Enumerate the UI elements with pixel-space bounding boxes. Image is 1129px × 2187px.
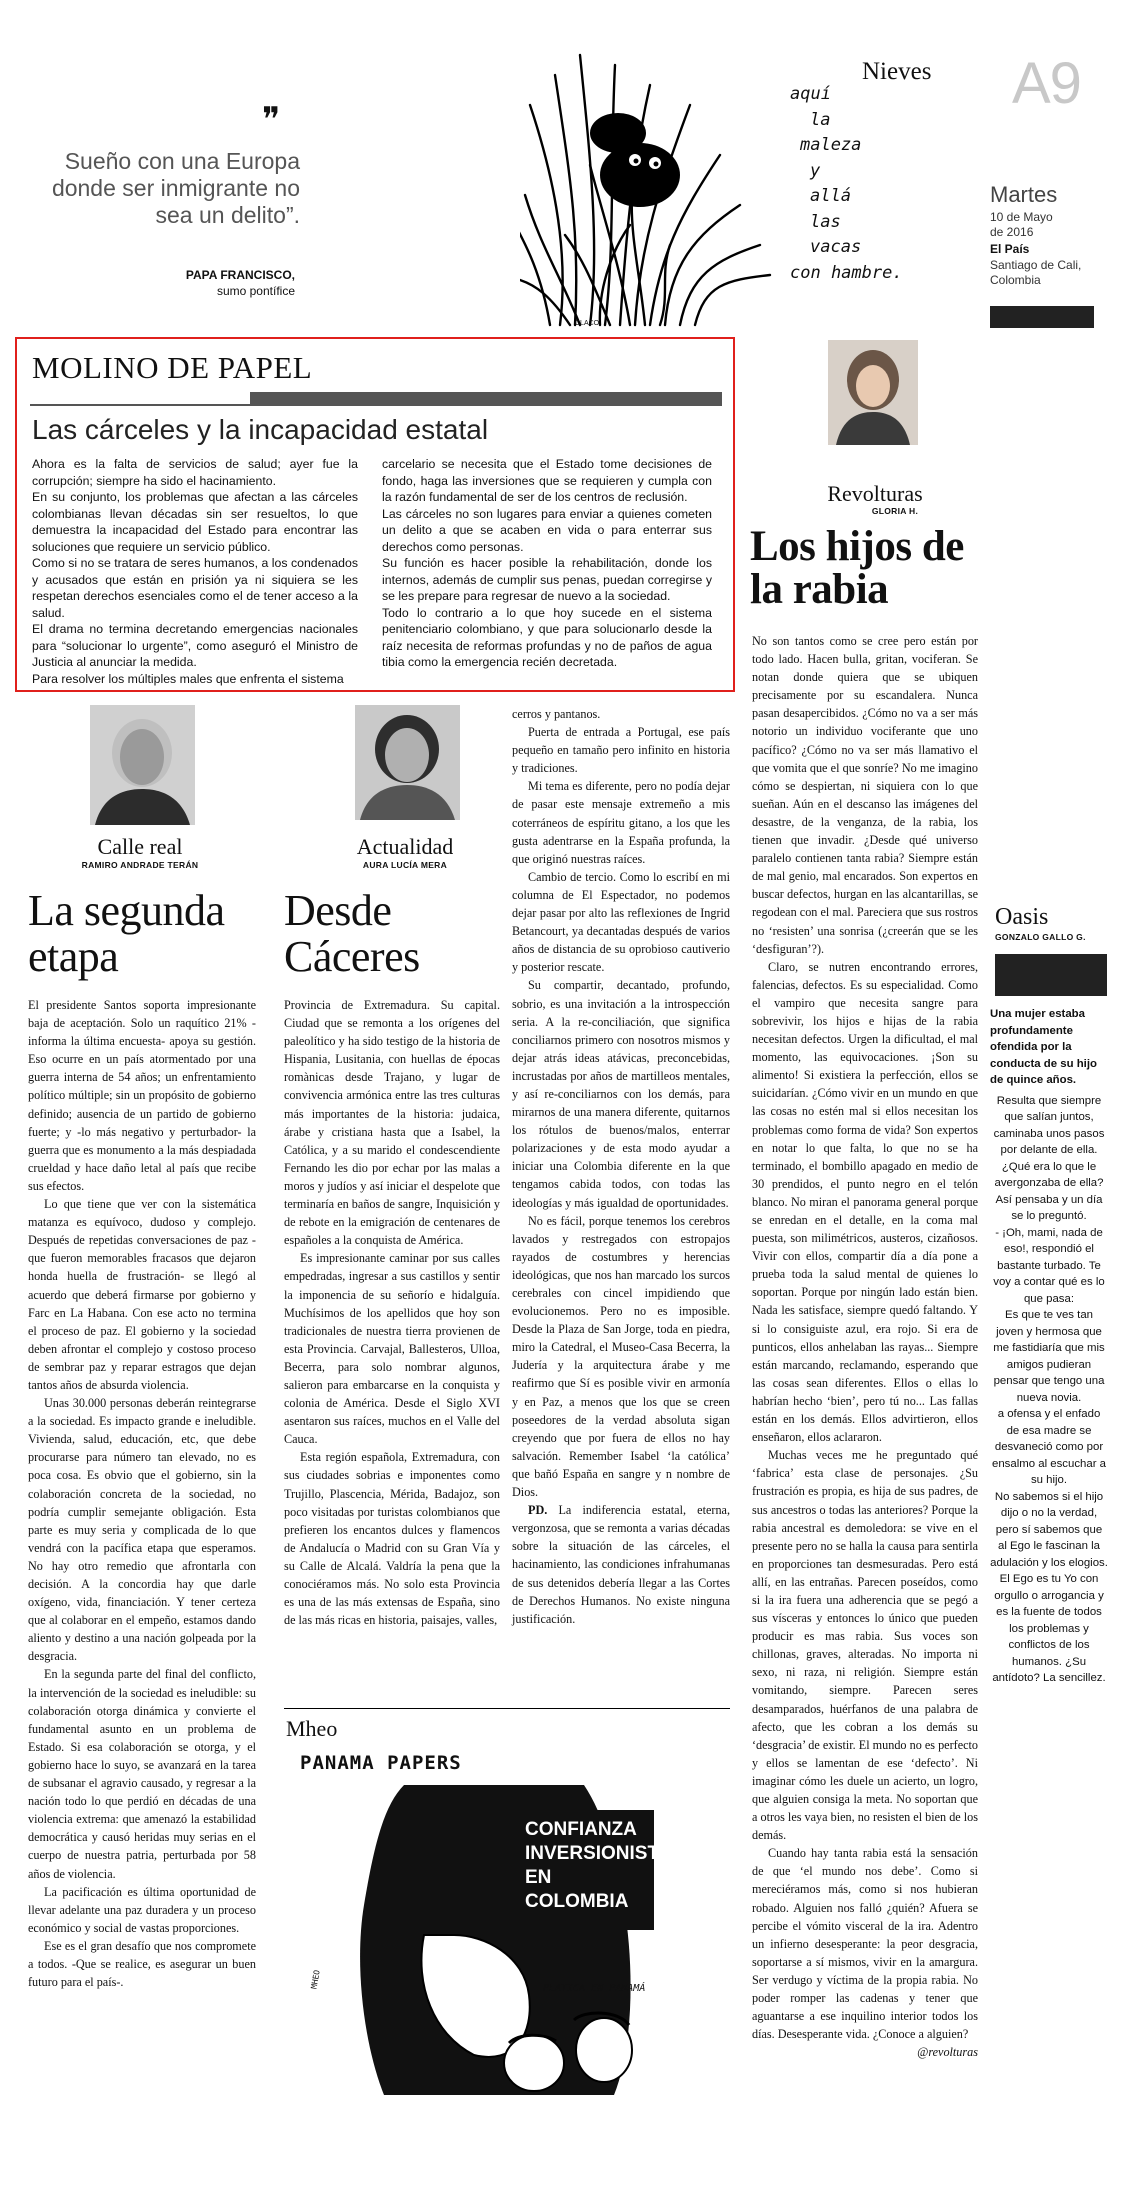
revolturas-title: Los hijos de la rabia — [750, 523, 964, 613]
cartoon-signature: CLACO — [575, 320, 600, 327]
oasis-body — [990, 1006, 1108, 1687]
paragraph: ¿Qué era lo que le avergonzaba de ella? Así pensaba y un día se lo preguntó. — [994, 1160, 1104, 1222]
paragraph: - ¡Oh, mami, nada de eso!, respondió el bastante turbado. Te voy a contar qué es lo que pasa: — [993, 1226, 1105, 1305]
actualidad-body — [284, 996, 500, 1629]
grass-cartoon — [520, 45, 820, 330]
calle-real-body — [28, 996, 256, 1991]
header-city: Santiago de Cali, Colombia — [990, 258, 1082, 287]
editorial-col-2 — [382, 456, 712, 671]
paragraph: En su conjunto, los problemas que afectan a las cárceles colombianas llevan décadas sin ser resueltos, lo que demuestra la incapacidad del Estado para encontrar las soluciones que requiere un servicio público. — [32, 490, 358, 554]
caption-line: las — [810, 211, 841, 232]
paragraph: Es que te ves tan joven y hermosa que me fastidiaría que mis amigos pudieran pensar que tengo una nueva novia. — [993, 1309, 1105, 1404]
pd-text: La indiferencia estatal, eterna, vergonzosa, que se remonta a varias décadas sobre la situación de las cárceles, el hacinamiento, las condiciones infrahumanas de sus detenidos debería llegar a las Cortes de Derechos Humanos. No existe ninguna justificación. — [512, 1503, 730, 1626]
grass-drawing-icon — [520, 45, 820, 330]
cartoon-sign: CONFIANZA INVERSIONISTA EN COLOMBIA — [525, 1819, 672, 1912]
paragraph: Claro, se nutren encontrando errores, falencias, defectos. Es su especialidad. Como el vampiro que necesita sangre para sobrevivir, los hijos e hijas de la rabia necesitan defectos. Urgen la dificultad, el mal momento, las equivocaciones. ¡Son su alimento! Si existiera la perfección, ellos se suicidarían. ¿Cómo vivir en un mundo en que las cosas no estén mal si ellos necesitan los problemas como forma de vida? Son expertos en notar lo que falta, lo que no se ha terminado, el bombillo apagado en medio de 30 prendidos, el punto negro en el telón blanco. No miran el panorama general porque se enredan en el detalle, en la coma mal puesta, son milimétricos, austeros, cizañosos. Vivir con ellos, compartir día a día pone a prueba toda la salud mental de quienes lo soportan. Porque por ningún lado están bien. Nada les satisface, siempre quedó faltando. Y si lo consiguiste azul, era rojo. Si era de punticos, ellos anhelaban las rayas... Siempre están marcando, reclamando, esperando que las cosas sean diferentes. Ellos o ellas lo habrían hecho ‘bien’, pero tú no... Las fallas están en los demás. Ellos advirtieron, ellos enseñaron, ellos aclararon. — [752, 959, 978, 1445]
header-black-bar — [990, 306, 1094, 328]
paragraph: Su función es hacer posible la rehabilitación, donde los internos, además de cumplir sus penas, puedan corregirse y se les prepare para regresar de nuevo a la sociedad. — [382, 556, 712, 603]
paragraph: Unas 30.000 personas deberán reintegrarse a la sociedad. Es impacto grande e ineludible. Vivienda, salud, educación, etc, que debe procurarse para número tan elevado, no es poca cosa. Es obvio que el gobierno, sin la colaboración concreta de la sociedad, no podría cumplir semejante obligación. Esta parte es muy seria y complicada de lo que vendrá con la pacífica etapa que esperamos. No hay otro remedio que afrontarla con decisión. A la concordia hay que darle oxígeno, vida, financiación. Y tener certeza que al colaborar en el empeño, estamos dando aliento y destino a una nación golpeada por la desgracia. — [28, 1396, 256, 1664]
cartoon-caption — [790, 82, 980, 286]
header-day: Martes — [990, 182, 1058, 207]
paragraph: carcelario se necesita que el Estado tome decisiones de fondo, haga las inversiones que se requieren y cumpla con la razón fundamental de ser de los centros de reclusión. — [382, 457, 712, 504]
mheo-title: Mheo — [286, 1716, 338, 1741]
oasis-section: Oasis — [995, 904, 1049, 930]
paragraph: La pacificación es última oportunidad de llevar adelante una paz duradera y un proceso económico y social de vastas proporciones. — [28, 1884, 256, 1935]
paragraph: Ese es el gran desafío que nos compromete a todos. -Que se realice, es asegurar un buen futuro para el país-. — [28, 1938, 256, 1990]
twitter-handle: @revolturas — [917, 2045, 978, 2060]
pope-quote: Sueño con una Europa donde ser inmigrante no sea un delito”. — [51, 148, 300, 228]
paragraph: Provincia de Extremadura. Su capital. Ciudad que se remonta a los orígenes del paleolítico y ha sido testigo de la historia de Hispania, Lusitania, con huellas de épocas romànicas desde Trajano, y lugar de convivencia armónica entre las tres culturas más importantes de la historia: judaica, árabe y cristiana hasta que a Isabel, la Católica, y a su marido el condescendiente Fernando les dio por echar por las malas a moros y judíos y así iniciar el despelote que terminaría en baños de sangre, Inquisición y de rebote en la emigración de centenares de españoles a la conquista de América. — [284, 998, 500, 1248]
revolturas-body — [752, 632, 978, 2061]
paragraph: Su compartir, decantado, profundo, sobrio, es una invitación a la introspección seria. A la re-conciliación, que significa conciliarnos primero con nosotros mismos y dejar atrás ideas atávicas, preconcebidas, incrustadas por años de martilleos mentales, y así re-conciliarnos con los demás, para mirarnos de una manera diferente, quitarnos los rótulos de buenos/malos, enterrar polarizaciones y de esta modo ayudar a iniciar una Colombia diferente en la que tengamos cabida todos, con todas las ideologías y más igualdad de oportunidades. — [512, 978, 730, 1210]
pd-label: PD. — [528, 1503, 548, 1518]
header-paper: El País — [990, 242, 1030, 256]
editorial-section: MOLINO DE PAPEL — [32, 350, 313, 385]
caption-line: y — [810, 160, 821, 181]
author-photo-gloria — [828, 340, 918, 445]
pd-paragraph — [512, 1501, 730, 1628]
calle-real-author: RAMIRO ANDRADE TERÁN — [81, 860, 199, 870]
mheo-cartoon — [284, 1745, 730, 2095]
section-name: Nieves — [862, 58, 932, 85]
caption-line: la — [810, 109, 831, 130]
paragraph: Cuando hay tanta rabia está la sensación de que ‘el mundo nos debe’. Como si mereciéramos más, como si nos hubieran robado. Alguien nos falló ¿quién? Afuera se percibe el vómito visceral de la ira. Adentro un infierno desesperante: la peor desgracia, soportarse a sí mismos, vivir en la amargura. Ser verdugo y víctima de la propia rabia. No poder romper las cadenas y tener que aguantarse a ese inquilino interior todos los días. Desesperante vida. ¿Conoce a alguien? — [752, 1846, 978, 2042]
calle-real-section: Calle real — [97, 834, 183, 859]
caption-line: con hambre. — [790, 262, 903, 283]
paragraph: a ofensa y el enfado de esa madre se desvaneció como por ensalmo al escuchar a su hijo. — [992, 1408, 1106, 1486]
paragraph: Ahora es la falta de servicios de salud; ayer fue la corrupción; siempre ha sido el hacinamiento. — [32, 457, 358, 488]
author-photo-ramiro — [90, 705, 195, 825]
mheo-top-rule — [284, 1708, 730, 1709]
portrait-icon — [355, 705, 460, 820]
calle-real-title: La segunda etapa — [28, 886, 225, 981]
paragraph: No sabemos si el hijo dijo o no la verdad, pero sí sabemos que al Ego le fascinan la adulación y los elogios. — [990, 1490, 1108, 1569]
editorial-title: Las cárceles y la incapacidad estatal — [32, 414, 489, 445]
paragraph: Lo que tiene que ver con la sistemática matanza es equívoco, dudoso y complejo. Después de repetidas conversaciones de paz -que fueron memorables fracasos que dejaron honda huella de frustración- se llegó al acuerdo que deberá firmarse por gobierno y Farc en La Habana. Con ese acto no termina el proceso de paz. El gobierno y la sociedad deben afrontar el complejo y costoso proceso de sembrar paz y reparar estragos que dejan tantos años de absurda violencia. — [28, 1197, 256, 1392]
caption-line: aquí — [790, 84, 831, 104]
oasis-lead: Una mujer estaba profundamente ofendida por la conducta de su hijo de quince años. — [990, 1008, 1097, 1086]
actualidad-author: AURA LUCÍA MERA — [362, 860, 448, 870]
actualidad-section: Actualidad — [356, 834, 454, 859]
panama-headline: PANAMA PAPERS — [300, 1752, 462, 1774]
paragraph: El Ego es tu Yo con orgullo o arrogancia y es la fuente de todos los problemas y conflictos de los humanos. ¿Su antídoto? La sencillez. — [992, 1573, 1106, 1684]
paragraph: Puerta de entrada a Portugal, ese país pequeño en tamaño pero infinito en historia y tradiciones. — [512, 725, 730, 776]
revolturas-section: Revolturas — [827, 481, 923, 506]
paragraph: Cambio de tercio. Como lo escribí en mi columna de El Espectador, no podemos dejar pasar por alto las reflexiones de Ingrid Betancourt, ya decantadas después de varios años de distancia de su oprobioso cautiverio y posterior rescate. — [512, 869, 730, 975]
editorial-col-1 — [32, 456, 358, 687]
paragraph: No es fácil, porque tenemos los cerebros lavados y restregados con estropajos rayados de costumbres y herencias ideológicas, que nos han marcado los surcos cerebrales con cincel impidiendo que evolucionemos. Pero no es imposible. Desde la Plaza de San Jorge, toda en piedra, miro la Catedral, el Museo-Casa Becerra, la Judería y la arquitectura árabe y me reafirmo que Sí es posible vivir en armonía y en Paz, a menos que los que se creen poseedores de la verdad absoluta sigan creyendo que por fuera de ellos no hay salvación. Remember Isabel ‘la católica’ que bañó España en sangre y n nombre de Dios. — [512, 1213, 730, 1500]
paragraph: No son tantos como se cree pero están por todo lado. Hacen bulla, gritan, vociferan. Se notan donde quiera que se ubiquen precisamente por su escandalera. Nunca pasan desapercibidos. ¿Cómo no va a ser más notorio un individuo vociferante que uno pacífico? ¿Cómo no va ser más llamativo el que vomita que el que sonríe? No me imagino cómo se despiertan, ni siquiera con lo que sueñan. Aún en el descanso las imágenes del desastre, de la venganza, de la rabia, los tienen que invadir. ¿Desde qué universo paralelo contienen tanta rabia? Siempre están de mal genio, mal encarados. Son expertos en buscar defectos, hurgan en las alcantarillas, se regodean con el mal. Pareciera que sus rostros no ‘resisten’ una sonrisa (¿creerán que se les ‘desfiguran’?). — [752, 634, 978, 956]
paragraph: cerros y pantanos. — [512, 707, 601, 721]
paragraph: Es impresionante caminar por sus calles empedradas, ingresar a sus castillos y sentir la imponencia de su señorío e hidalguía. Muchísimos de los apellidos que hoy son tradicionales de nuestra tierra provienen de esta Provincia. Carvajal, Ballesteros, Ulloa, Becerra, para solo nombrar algunos, salieron para embarcarse en la conquista y colonia de América. Desde el Siglo XVI asentaron sus raíces, muchos en el Valle del Cauca. — [284, 1251, 500, 1447]
caption-line: allá — [810, 186, 851, 206]
paragraph: Esta región española, Extremadura, con sus ciudades sobrias e imponentes como Trujillo, Plascencia, Mérida, Badajoz, son poco visitadas por turistas colombianos que prefieren los encantos dulces y flamencos de Andalucía o Madrid con su Gran Vía y su Calle de Alcalá. Valdría la pena que la conociéramos más. No solo esta Provincia es una de las más extensas de España, sino de las más ricas en historia, paisajes, valles, — [284, 1450, 500, 1628]
paragraph: Todo lo contrario a lo que hoy sucede en el sistema penitenciario colombiano, y que para solucionarlo desde la raíz necesita de reformas profundas y no de paños de agua tibia como la emergencia recién decretada. — [382, 605, 712, 669]
header-date: 10 de Mayo de 2016 — [990, 210, 1053, 239]
actualidad-cont-body — [512, 705, 730, 1628]
caption-line: vacas — [810, 237, 862, 257]
quote-author: PAPA FRANCISCO, — [185, 268, 295, 282]
page-number: A9 — [1012, 51, 1081, 116]
paragraph: Mi tema es diferente, pero no podía dejar de pasar este mensaje extremeño a mis coterráneos de espíritu gitano, a los que les gusta adentrarse en la España profunda, la que originó nuestras raíces. — [512, 779, 730, 866]
portrait-icon — [828, 340, 918, 445]
paragraph: El drama no termina decretando emergencias nacionales para “solucionar lo urgente”, como aseguró el Ministro de Justicia al anunciar la medida. — [32, 622, 358, 669]
caption-line: maleza — [800, 135, 862, 155]
paragraph: Como si no se tratara de seres humanos, a los condenados y acusados que están en prisión ya ni siquiera se les respetan derechos esenciales como el de tener acceso a la salud. — [32, 556, 358, 620]
paragraph: Las cárceles no son lugares para enviar a quienes cometen un delito a que se acaben en vida o para enterrar sus derechos como personas. — [382, 506, 712, 554]
quote-role: sumo pontífice — [216, 284, 295, 298]
cartoon-bubble: PLATICA EN PANAMÁ — [543, 1983, 646, 1994]
paragraph: En la segunda parte del final del conflicto, la intervención de la sociedad es ineludible: su colaboración otorga dinámica y convierte el fundamental asunto en un problema de Estado. Si esa colaboración se otorga, y el gobierno hace lo suyo, se avanzará en la tarea de subsanar el agravio causado, y regresar a la nación todo lo que perdió en décadas de una violencia extrema: que amenazó la estabilidad democrática y causó heridas muy serias en el cuerpo de nuestra patria, perturbada por 58 años de violencia. — [28, 1667, 256, 1881]
portrait-icon — [90, 705, 195, 825]
oasis-author: GONZALO GALLO G. — [995, 932, 1086, 942]
author-photo-aura — [355, 705, 460, 820]
paragraph: El presidente Santos soporta impresionante baja de aceptación. Solo un raquítico 21% -informa la última encuesta- apoya su gestión. Eso ocurre en un país atormentado por una guerra interna de 54 años; un enfrentamiento político múltiple; sin un propósito de gobierno definido; ausencia de un partido de gobierno fuerte; y -lo más negativo y perturbador- la guerra que es monumento a la más despiadada crueldad y hace daño letal al país que recibe sus efectos. — [28, 998, 256, 1193]
cartoon-signature: MHEO — [309, 1969, 322, 1990]
cartoon-drawing-icon — [284, 1745, 730, 2095]
revolturas-author: GLORIA H. — [871, 506, 919, 516]
oasis-rule — [995, 954, 1107, 996]
paragraph: Muchas veces me he preguntado qué ‘fabrica’ esta clase de personajes. ¿Su frustración es propia, es hija de sus padres, de sus ancestros o todas las anteriores? Porque la rabia ancestral es demoledora: se vive en el presente pero no se halla la causa para sentirla en proporciones tan desmesuradas. Pero está allí, en las entrañas. Parecen poseídos, como si la ira fuera una adherencia que se pegó a sus vísceras y entonces lo único que pueden producir es mas rabia. Sus voces son chillonas, graves, alteradas. No importa ni sexo, ni raza, ni religión. Siempre están vomitando, siempre. Parecen seres desamparados, huérfanos de una palabra de afecto, que les cobran a los demás su ‘desgracia’ de existir. El mundo no es perfecto y ellos se lamentan de ese ‘defecto’. Ni imaginar cómo les duele un acierto, un logro, que alguien consiga la meta. No soportan que a otros les vaya bien, no resisten el bien de los demás. — [752, 1448, 978, 1843]
editorial-rule — [30, 404, 722, 406]
paragraph: Resulta que siempre que salían juntos, caminaba unos pasos por delante de ella. — [993, 1094, 1105, 1156]
paragraph: Para resolver los múltiples males que enfrenta el sistema — [32, 671, 344, 686]
actualidad-title: Desde Cáceres — [284, 886, 420, 981]
quote-mark-icon: ❞ — [262, 102, 281, 139]
